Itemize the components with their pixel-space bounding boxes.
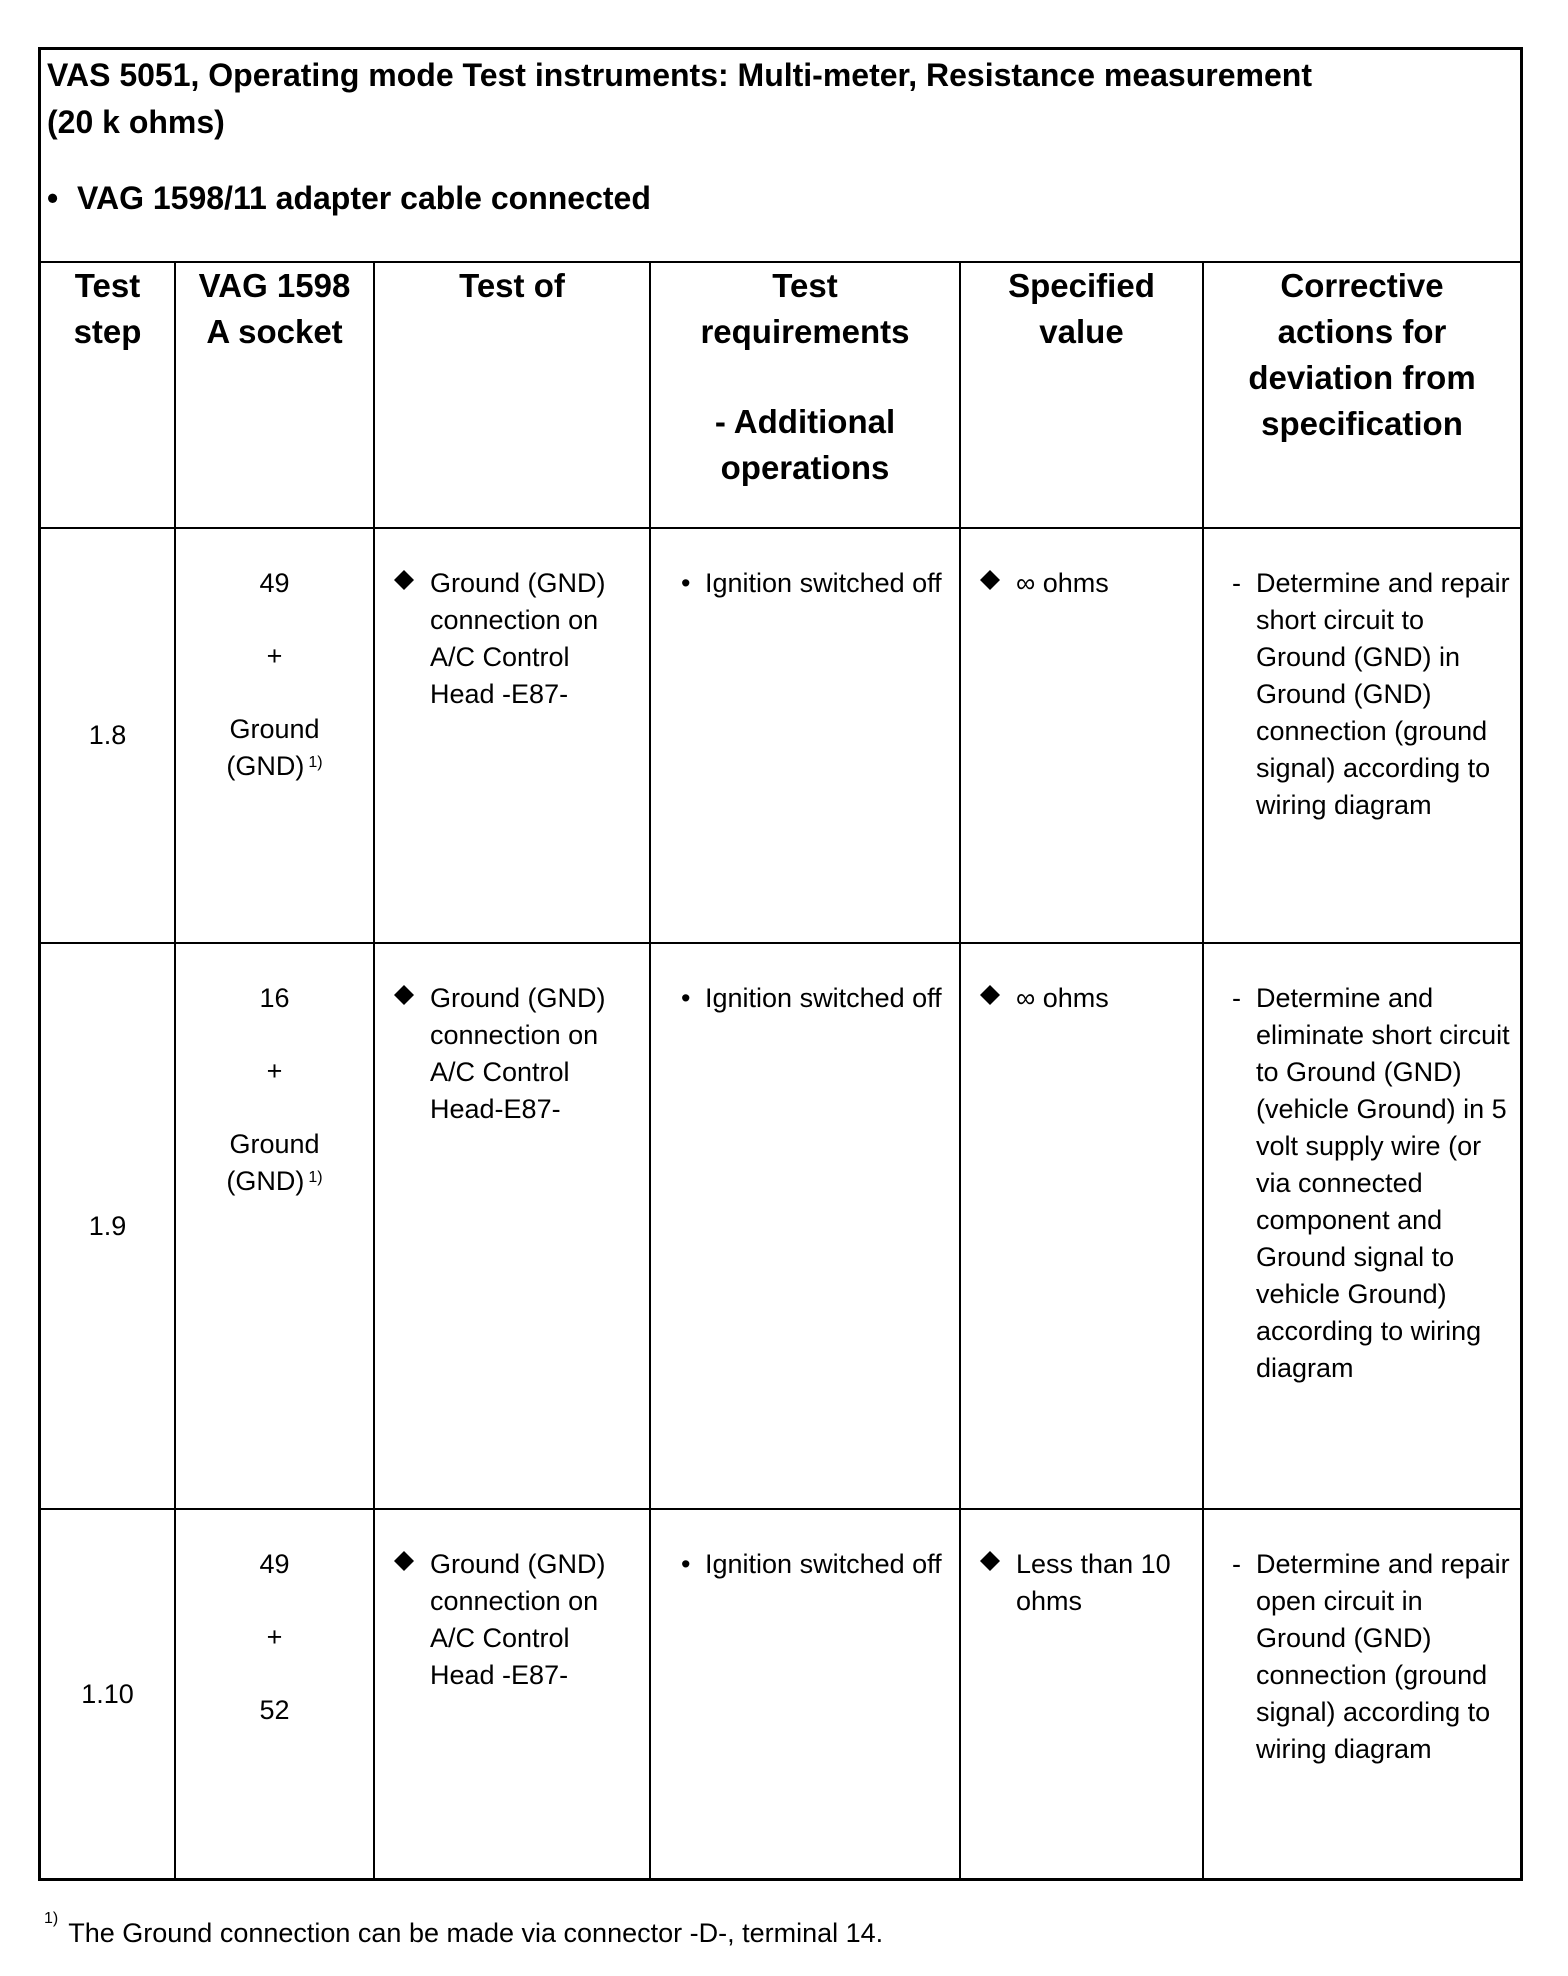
col-header-corrective: Corrective actions for deviation from specification [1203, 261, 1520, 528]
footnote-text: The Ground connection can be made via connector -D-, terminal 14. [68, 1918, 884, 1948]
col-header-step: Test step [41, 261, 175, 528]
header-title: VAS 5051, Operating mode Test instruments: Multi-meter, Resistance measurement (20 k ohms) [47, 57, 1312, 140]
corrective-cell: - Determine and repair short circuit to Ground (GND) in Ground (GND) connection (ground signal) according to wiring diagram [1203, 528, 1520, 943]
specified-cell: Less than 10 ohms [960, 1509, 1203, 1878]
bullet-symbol: • [47, 180, 59, 216]
step-cell: 1.8 [41, 528, 175, 943]
diamond-bullet-icon [979, 569, 1001, 591]
step-cell: 1.10 [41, 1509, 175, 1878]
diamond-bullet-icon [979, 984, 1001, 1006]
sheet-header [41, 50, 1520, 263]
requirement-cell: • Ignition switched off [650, 943, 960, 1509]
corrective-cell: - Determine and repair open circuit in Ground (GND) connection (ground signal) according to wiring diagram [1203, 1509, 1520, 1878]
footnote-mark: 1) [44, 1910, 59, 1927]
col-header-socket: VAG 1598 A socket [175, 261, 374, 528]
requirement-cell: • Ignition switched off [650, 528, 960, 943]
test-table [41, 261, 1520, 1878]
bullet-symbol: • [681, 1549, 691, 1579]
diamond-bullet-icon [979, 1550, 1001, 1572]
dash-symbol: - [1232, 568, 1241, 598]
socket-cell: 49 + 52 [175, 1509, 374, 1878]
test-of-cell: Ground (GND) connection on A/C Control Head -E87- [374, 1509, 650, 1878]
col-header-requirements: Test requirements - Additional operations [650, 261, 960, 528]
requirement-cell: • Ignition switched off [650, 1509, 960, 1878]
test-of-cell: Ground (GND) connection on A/C Control Head -E87- [374, 528, 650, 943]
table-row [41, 943, 1520, 1509]
diamond-bullet-icon [393, 569, 415, 591]
table-row [41, 1509, 1520, 1878]
test-of-cell: Ground (GND) connection on A/C Control Head-E87- [374, 943, 650, 1509]
table-header-row [41, 261, 1520, 528]
footnote-ref: 1) [308, 754, 323, 771]
col-header-specified: Specified value [960, 261, 1203, 528]
dash-symbol: - [1232, 1549, 1241, 1579]
step-cell: 1.9 [41, 943, 175, 1509]
footnote [44, 1910, 884, 1949]
table-row [41, 528, 1520, 943]
bullet-symbol: • [681, 983, 691, 1013]
specified-cell: ∞ ohms [960, 943, 1203, 1509]
corrective-cell: - Determine and eliminate short circuit to Ground (GND) (vehicle Ground) in 5 volt supply wire (or via connected component and Ground signal to vehicle Ground) according to wiring diagram [1203, 943, 1520, 1509]
header-bullet [47, 180, 651, 217]
footnote-ref: 1) [308, 1169, 323, 1186]
diamond-bullet-icon [393, 984, 415, 1006]
diamond-bullet-icon [393, 1550, 415, 1572]
socket-cell: 16 + Ground (GND) $^{1)}$ [175, 943, 374, 1509]
specified-cell: ∞ ohms [960, 528, 1203, 943]
socket-cell: 49 + Ground (GND) $^{1)}$ [175, 528, 374, 943]
header-bullet-text: VAG 1598/11 adapter cable connected [77, 180, 651, 216]
procedure-sheet [38, 47, 1523, 1881]
bullet-symbol: • [681, 568, 691, 598]
dash-symbol: - [1232, 983, 1241, 1013]
col-header-test-of: Test of [374, 261, 650, 528]
